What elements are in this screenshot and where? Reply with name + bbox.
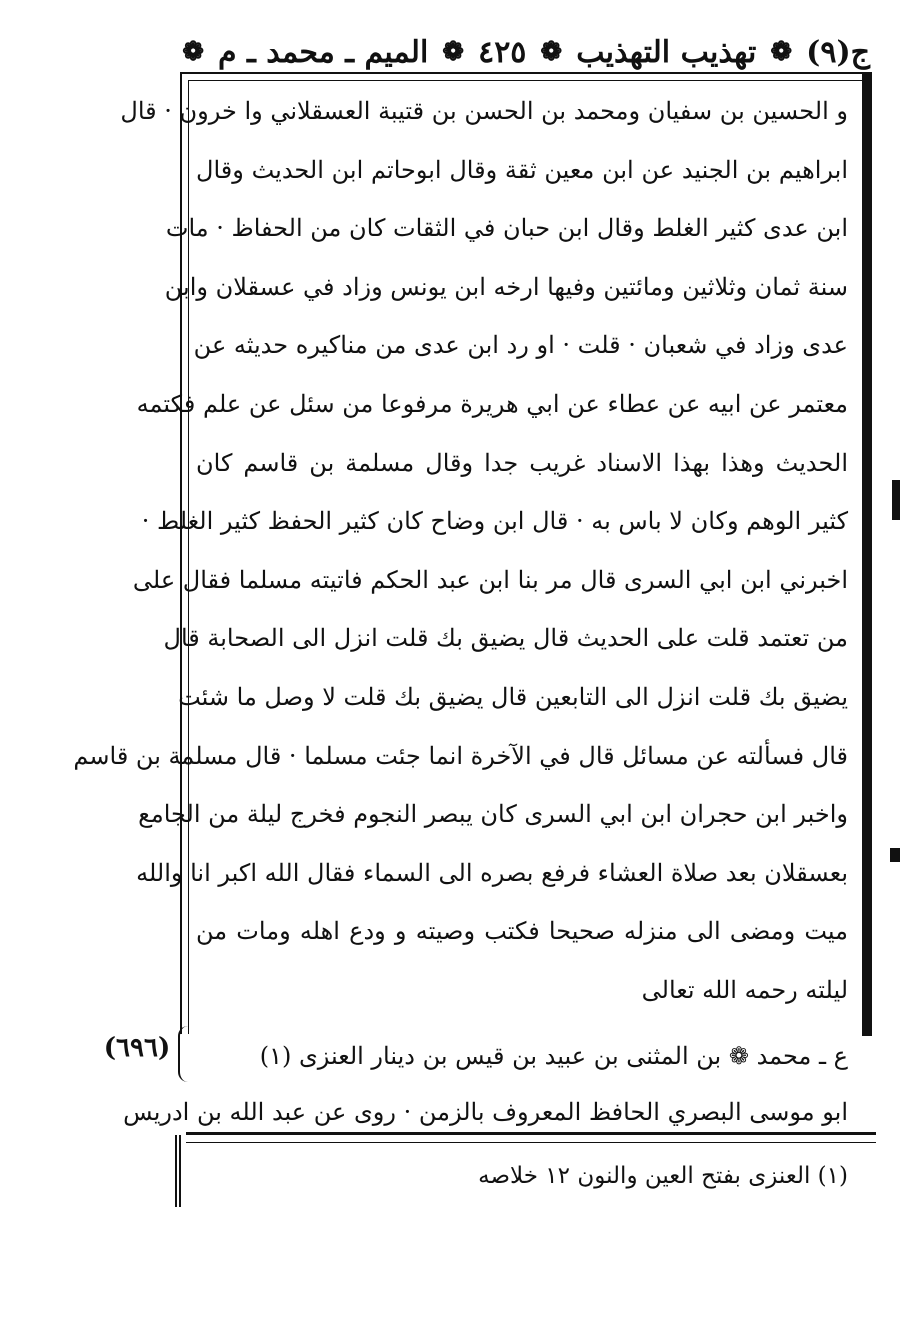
margin-mark — [890, 848, 900, 862]
book-title: تهذيب التهذيب — [576, 34, 757, 70]
entry-text-line: ابو موسى البصري الحافظ المعروف بالزمن · روى عن عبد الله بن ادريس — [123, 1098, 848, 1126]
margin-bar — [175, 1135, 181, 1207]
text-line: كثير الوهم وكان لا باس به · قال ابن وضاح كان كثير الحفظ كثير الغلط · — [141, 507, 848, 536]
text-line: ميت ومضى الى منزله صحيحا فكتب وصيته و ودع اهله ومات من — [196, 917, 848, 946]
body-text — [73, 82, 848, 1020]
text-line: بعسقلان بعد صلاة العشاء فرفع بصره الى السماء فقال الله اكبر انا والله — [136, 858, 848, 887]
text-line: ابراهيم بن الجنيد عن ابن معين ثقة وقال ابوحاتم ابن الحديث وقال — [196, 155, 848, 184]
text-line: يضيق بك قلت انزل الى التابعين قال يضيق بك قلت لا وصل ما شئت — [178, 682, 848, 711]
footnote-divider-thin — [186, 1142, 876, 1143]
entry-number: (٦٩٦) — [103, 1033, 171, 1063]
ornament-icon: ❁ — [442, 37, 465, 67]
ornament-icon: ❁ — [540, 37, 563, 67]
text-line: من تعتمد قلت على الحديث قال يضيق بك قلت انزل الى الصحابة قال — [163, 624, 848, 653]
footnote-divider — [186, 1132, 876, 1135]
ornament-icon: ❁ — [182, 37, 204, 67]
margin-mark — [892, 480, 900, 520]
section-title: الميم ـ محمد ـ م — [217, 34, 429, 70]
entry-heading: ع ـ محمد ❁ بن المثنى بن عبيد بن قيس بن دينار العنزى (١) — [259, 1042, 848, 1070]
text-line: الحديث وهذا بهذا الاسناد غريب جدا وقال مسلمة بن قاسم كان — [196, 448, 848, 477]
text-line: اخبرني ابن ابي السرى قال مر بنا ابن عبد الحكم فاتيته مسلما فقال على — [132, 565, 848, 594]
text-line: ابن عدى كثير الغلط وقال ابن حبان في الثقات كان من الحفاظ · مات — [165, 214, 848, 243]
text-line: واخبر ابن حجران ابن ابي السرى كان يبصر النجوم فخرج ليلة من الجامع — [138, 800, 848, 829]
entry-bracket — [178, 1026, 190, 1082]
text-line: قال فسألته عن مسائل قال في الآخرة انما جئت مسلما · قال مسلمة بن قاسم — [73, 741, 848, 770]
text-line: سنة ثمان وثلاثين ومائتين وفيها ارخه ابن يونس وزاد في عسقلان وابن — [164, 272, 848, 301]
text-line: ليلته رحمه الله تعالى — [641, 975, 848, 1004]
page-number: ٤٢٥ — [478, 34, 527, 70]
text-line: و الحسين بن سفيان ومحمد بن الحسن بن قتيبة العسقلاني وا خرون · قال — [120, 97, 848, 125]
text-line: معتمر عن ابيه عن عطاء عن ابي هريرة مرفوعا من سئل عن علم فكتمه — [136, 389, 848, 418]
ornament-icon: ❁ — [770, 37, 793, 67]
text-line: عدى وزاد في شعبان · قلت · او رد ابن عدى من مناكيره حديثه عن — [193, 331, 848, 360]
footnote: (١) العنزى بفتح العين والنون ١٢ خلاصه — [478, 1163, 848, 1189]
volume-label: ج(٩) — [806, 34, 870, 70]
running-header — [180, 26, 870, 78]
frame-side-bar — [862, 72, 872, 1036]
